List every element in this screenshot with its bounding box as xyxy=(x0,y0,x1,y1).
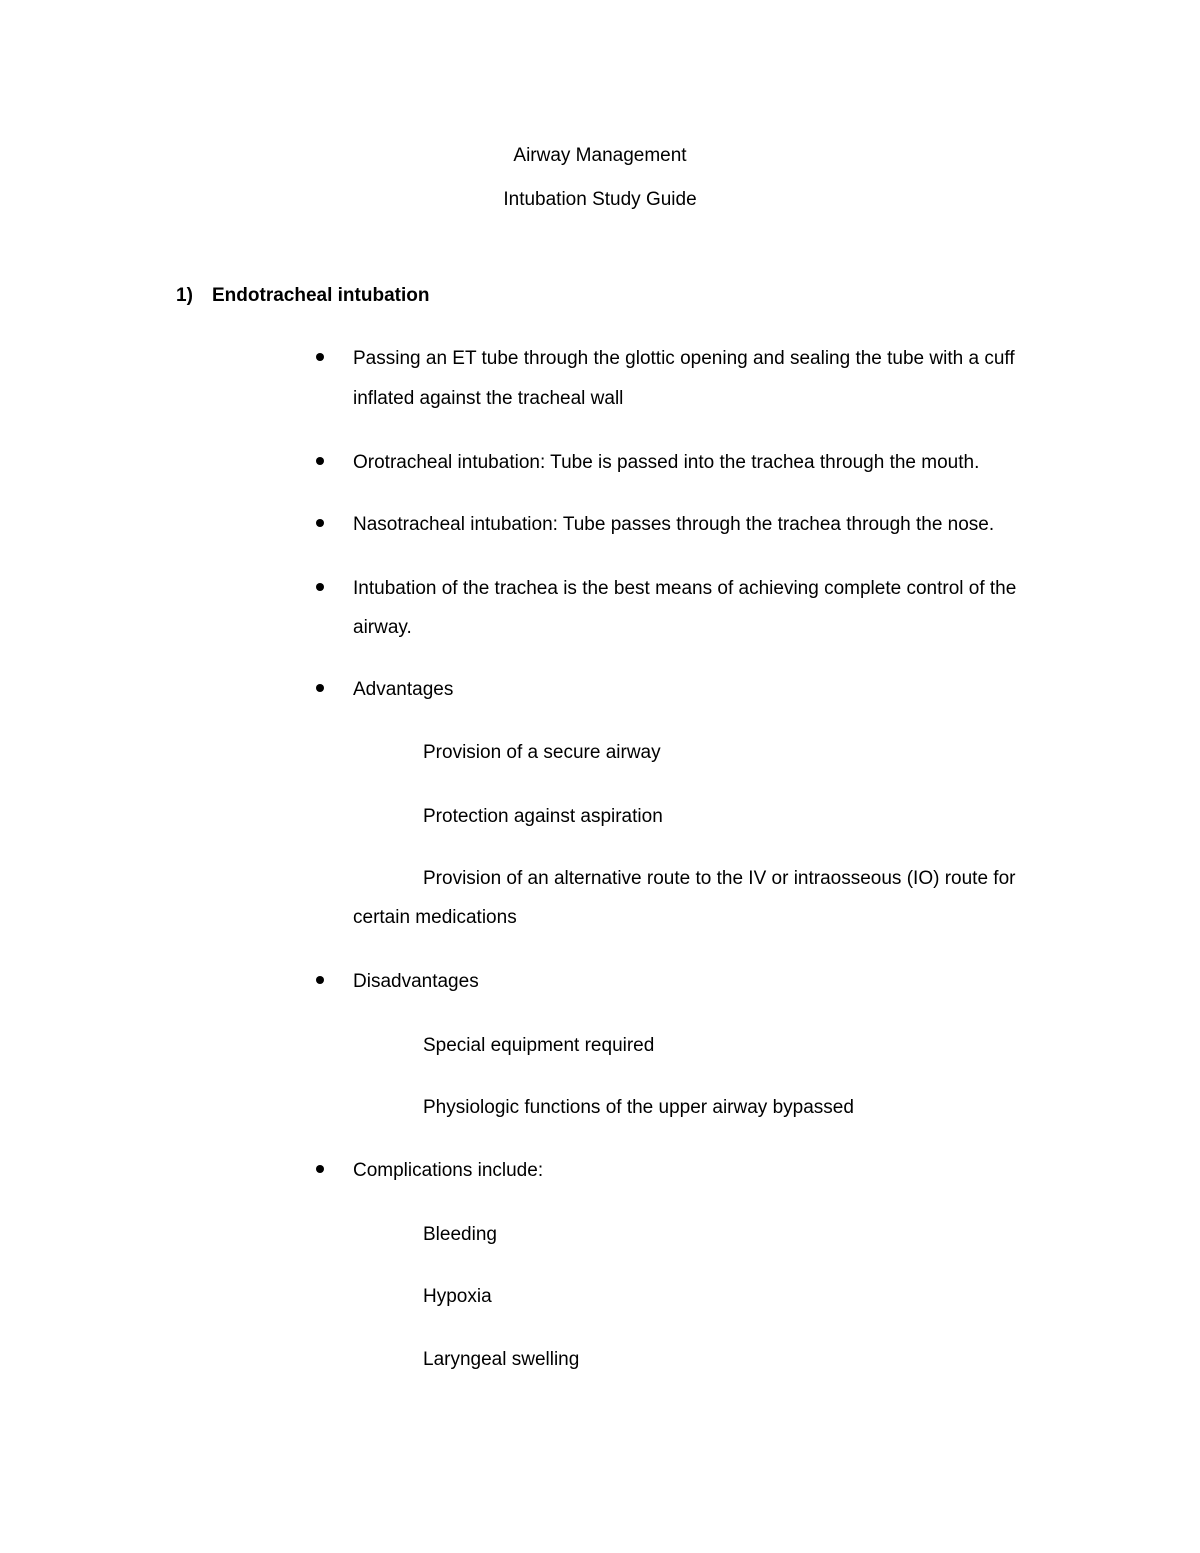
complication-item: Hypoxia xyxy=(423,1286,492,1307)
disadvantage-item: Physiologic functions of the upper airway bypassed xyxy=(423,1097,854,1118)
bullet-text: Intubation of the trachea is the best means of achieving complete control of the xyxy=(353,578,1017,599)
advantage-item-continuation: certain medications xyxy=(353,907,517,928)
bullet-dot xyxy=(316,457,324,465)
document-title: Airway Management xyxy=(513,145,687,166)
bullet-dot xyxy=(316,684,324,692)
advantage-item: Provision of a secure airway xyxy=(423,742,661,763)
disadvantages-heading: Disadvantages xyxy=(353,971,479,992)
disadvantage-item: Special equipment required xyxy=(423,1035,655,1056)
bullet-text: Passing an ET tube through the glottic opening and sealing the tube with a cuff xyxy=(353,348,1015,369)
section-heading: Endotracheal intubation xyxy=(212,285,430,306)
advantage-item: Protection against aspiration xyxy=(423,806,663,827)
bullet-dot xyxy=(316,353,324,361)
bullet-text: Nasotracheal intubation: Tube passes through the trachea through the nose. xyxy=(353,514,995,535)
document-subtitle: Intubation Study Guide xyxy=(503,189,697,210)
bullet-dot xyxy=(316,519,324,527)
bullet-dot xyxy=(316,1165,324,1173)
advantage-item: Provision of an alternative route to the IV or intraosseous (IO) route for xyxy=(423,868,1016,889)
complication-item: Laryngeal swelling xyxy=(423,1349,580,1370)
advantages-heading: Advantages xyxy=(353,679,454,700)
complication-item: Bleeding xyxy=(423,1224,497,1245)
section-number: 1) xyxy=(176,285,193,306)
bullet-text-continuation: inflated against the tracheal wall xyxy=(353,388,624,409)
bullet-dot xyxy=(316,583,324,591)
bullet-text: Orotracheal intubation: Tube is passed into the trachea through the mouth. xyxy=(353,452,980,473)
complications-heading: Complications include: xyxy=(353,1160,544,1181)
bullet-text-continuation: airway. xyxy=(353,617,412,638)
bullet-dot xyxy=(316,976,324,984)
